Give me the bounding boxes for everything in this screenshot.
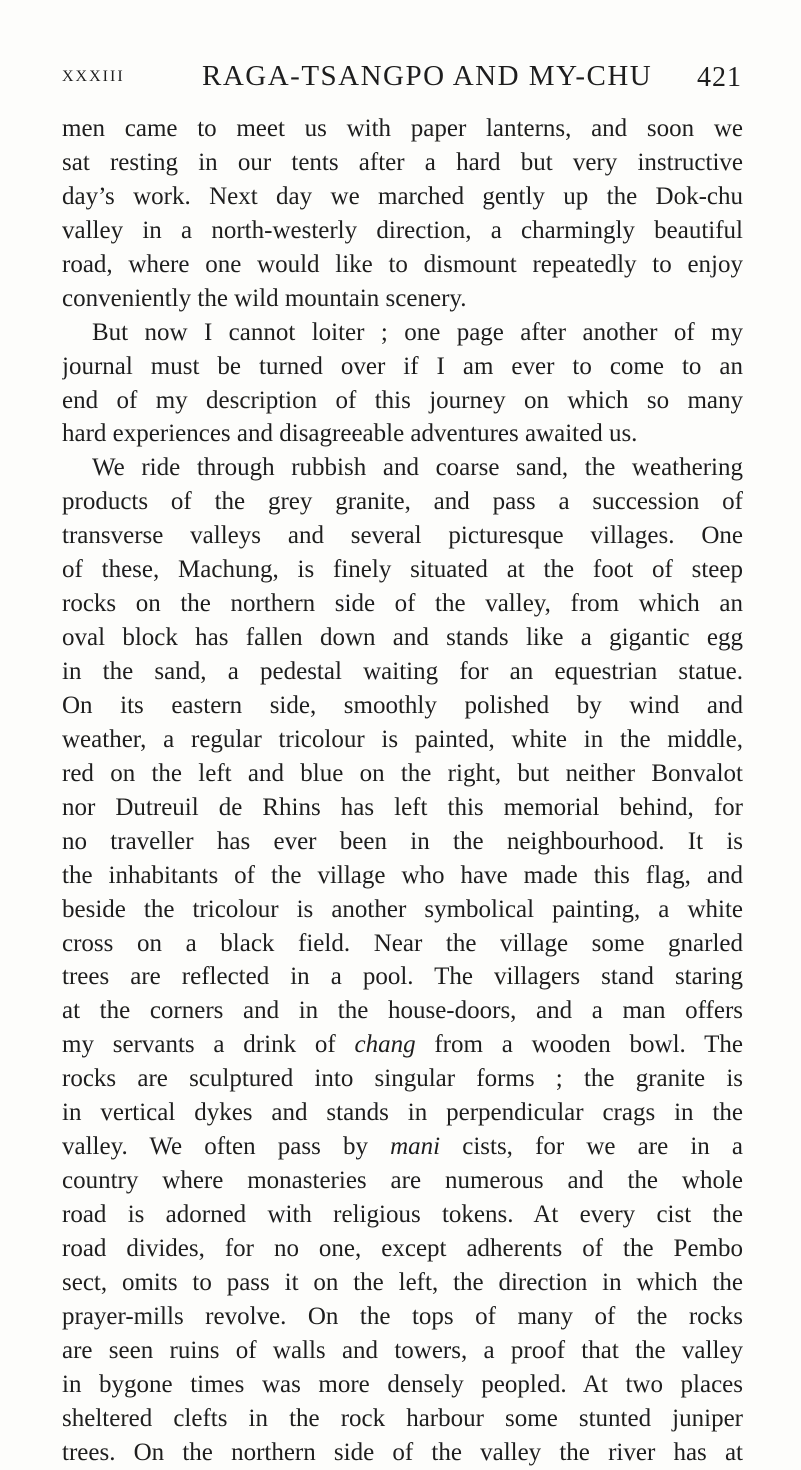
text-line: in vertical dykes and stands in perpendicular crags in the: [62, 1099, 743, 1127]
text-line: sect, omits to pass it on the left, the direction in which the: [62, 1268, 743, 1296]
text-line: trees are reflected in a pool. The villagers stand staring: [62, 963, 743, 991]
text-line: cross on a black field. Near the village some gnarled: [62, 929, 743, 957]
text-line: men came to meet us with paper lanterns, and soon we: [62, 115, 743, 142]
text-line: But now I cannot loiter ; one page after another of my: [92, 318, 743, 346]
text-line: end of my description of this journey on which so many: [62, 386, 743, 414]
italic-word: mani: [390, 1133, 441, 1161]
text-line: On its eastern side, smoothly polished by wind and: [62, 691, 743, 719]
text-line: valley in a north-westerly direction, a charmingly beautiful: [62, 216, 743, 244]
text-line: rocks are sculptured into singular forms ; the granite is: [62, 1065, 743, 1093]
text-line: conveniently the wild mountain scenery.: [62, 284, 467, 312]
text-line: products of the grey granite, and pass a succession of: [62, 488, 743, 516]
text-line: at the corners and in the house-doors, and a man offers: [62, 997, 743, 1025]
text-line: valley. We often pass by mani cists, for we are in a: [62, 1133, 743, 1161]
text-line: road, where one would like to dismount repeatedly to enjoy: [62, 250, 743, 278]
body-text: [62, 112, 743, 1470]
text-line: rocks on the northern side of the valley, from which an: [62, 590, 743, 618]
text-line: hard experiences and disagreeable adventures awaited us.: [62, 420, 638, 448]
text-line: road divides, for no one, except adherents of the Pembo: [62, 1234, 743, 1262]
text-line: are seen ruins of walls and towers, a proof that the valley: [62, 1336, 743, 1364]
text-line: weather, a regular tricolour is painted, white in the middle,: [62, 725, 743, 753]
text-line: road is adorned with religious tokens. At every cist the: [62, 1201, 743, 1228]
text-line: trees. On the northern side of the valley the river has at: [62, 1438, 743, 1466]
text-line: sheltered clefts in the rock harbour some stunted juniper: [62, 1404, 743, 1432]
text-line: country where monasteries are numerous and the whole: [62, 1167, 743, 1195]
text-line: journal must be turned over if I am ever to come to an: [62, 352, 743, 380]
text-line: of these, Machung, is finely situated at the foot of steep: [62, 556, 743, 584]
text-line: the inhabitants of the village who have made this flag, and: [62, 861, 743, 889]
text-line: day’s work. Next day we marched gently up the Dok-chu: [62, 182, 743, 210]
text-segment: from a wooden bowl. The: [415, 1031, 743, 1059]
text-line: nor Dutreuil de Rhins has left this memorial behind, for: [62, 793, 743, 821]
text-line: transverse valleys and several picturesque villages. One: [62, 522, 743, 550]
text-line: in the sand, a pedestal waiting for an equestrian statue.: [62, 658, 743, 685]
text-line: oval block has fallen down and stands like a gigantic egg: [62, 624, 743, 652]
text-line: prayer-mills revolve. On the tops of many of the rocks: [62, 1302, 743, 1330]
text-line: red on the left and blue on the right, but neither Bonvalot: [62, 759, 743, 787]
chapter-number: XXXIII: [62, 68, 125, 85]
text-segment: my servants a drink of: [62, 1031, 355, 1059]
running-head: [62, 60, 742, 100]
italic-word: chang: [354, 1031, 416, 1059]
running-title: RAGA-TSANGPO AND MY-CHU: [202, 60, 653, 92]
text-line: sat resting in our tents after a hard but very instructive: [62, 148, 743, 176]
page-number: 421: [697, 62, 742, 93]
text-line: no traveller has ever been in the neighbourhood. It is: [62, 827, 743, 855]
text-line: beside the tricolour is another symbolical painting, a white: [62, 895, 743, 923]
text-line: [62, 1028, 743, 1062]
text-line: We ride through rubbish and coarse sand, the weathering: [92, 454, 743, 482]
text-line: in bygone times was more densely peopled. At two places: [62, 1370, 743, 1398]
